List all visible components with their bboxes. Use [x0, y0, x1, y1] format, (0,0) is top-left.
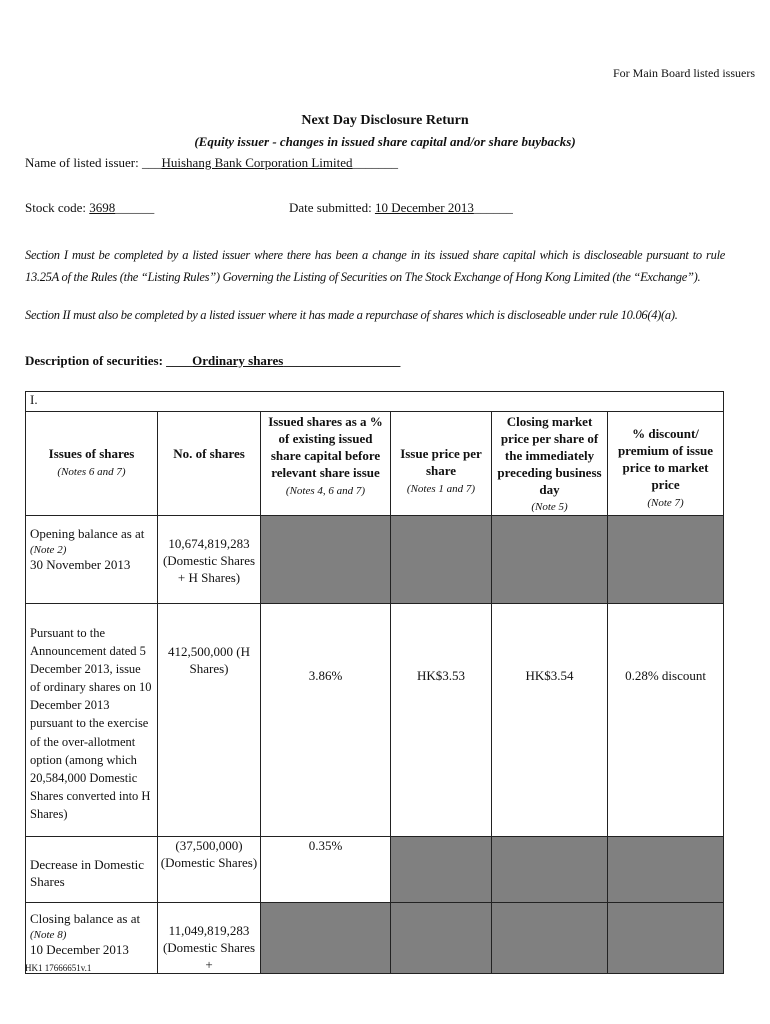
stock-code-suffix: ______ [115, 200, 155, 215]
table-row-issue [26, 603, 724, 836]
date-submitted-value: 10 December 2013 [374, 200, 474, 215]
decrease-percent-cell [261, 836, 391, 902]
col-header-percent-note: (Notes 4, 6 and 7) [285, 484, 366, 497]
opening-shaded-cell [492, 515, 608, 603]
issue-percent-cell [261, 603, 391, 836]
issue-description-cell [26, 603, 158, 836]
opening-note: (Note 2) [30, 543, 67, 556]
opening-date: 30 November 2013 [30, 556, 131, 572]
date-submitted-label: Date submitted: [289, 200, 372, 215]
board-note: For Main Board listed issuers [613, 66, 755, 80]
securities-value: Ordinary shares [192, 353, 284, 368]
share-capital-table [25, 391, 724, 974]
decrease-description-cell [26, 836, 158, 902]
closing-shaded-cell [391, 902, 492, 974]
col-header-issues-note: (Notes 6 and 7) [57, 465, 126, 478]
date-submitted-suffix: ______ [473, 200, 513, 215]
col-header-market-price-label: Closing market price per share of the immediately preceding business day [497, 414, 602, 497]
col-header-issue-price [391, 412, 492, 516]
stock-code-value: 3698 [89, 200, 116, 215]
col-header-issues [26, 412, 158, 516]
issuer-name-label: Name of listed issuer: [25, 155, 139, 170]
securities-suffix: __________________ [283, 353, 401, 368]
decrease-shaded-cell [391, 836, 492, 902]
section-row [26, 392, 724, 412]
col-header-discount [608, 412, 724, 516]
issue-shares: 412,500,000 (H Shares) [168, 643, 250, 676]
col-header-issue-price-note: (Notes 1 and 7) [406, 482, 476, 495]
closing-date: 10 December 2013 [30, 941, 129, 957]
closing-note: (Note 8) [30, 928, 67, 941]
market-price-cell [492, 603, 608, 836]
issuer-name-prefix: ___ [141, 155, 162, 170]
page-subtitle: (Equity issuer - changes in issued share capital and/or share buybacks) [194, 134, 576, 149]
opening-shares: 10,674,819,283 (Domestic Shares + H Shares) [162, 535, 256, 585]
issuer-name-value: Huishang Bank Corporation Limited [161, 155, 353, 170]
col-header-percent [261, 412, 391, 516]
table-row-decrease [26, 836, 724, 902]
col-header-market-price-note: (Note 5) [531, 501, 568, 514]
opening-label-cell [26, 515, 158, 603]
opening-shaded-cell [391, 515, 492, 603]
table-row-opening [26, 515, 724, 603]
col-header-percent-label: Issued shares as a % of existing issued share capital before relevant share issue [268, 414, 383, 480]
decrease-description: Decrease in Domestic Shares [30, 856, 145, 889]
closing-shaded-cell [492, 902, 608, 974]
opening-shares-cell [158, 515, 261, 603]
issue-price: HK$3.53 [416, 667, 466, 683]
col-header-discount-note: (Note 7) [647, 496, 684, 509]
closing-shaded-cell [608, 902, 724, 974]
decrease-shares-cell [158, 836, 261, 902]
issue-shares-cell [158, 603, 261, 836]
col-header-market-price [492, 412, 608, 516]
issuer-name-line [25, 155, 398, 171]
securities-label: Description of securities: [25, 353, 163, 368]
col-header-shares-label: No. of shares [173, 446, 245, 461]
discount-value: 0.28% discount [625, 667, 706, 683]
closing-title: Closing balance as at [30, 910, 141, 926]
issue-percent: 3.86% [308, 667, 343, 683]
securities-description-line [25, 353, 400, 369]
col-header-shares [158, 412, 261, 516]
decrease-percent: 0.35% [308, 837, 343, 853]
opening-title: Opening balance as at [30, 525, 145, 541]
closing-shaded-cell [261, 902, 391, 974]
opening-shaded-cell [261, 515, 391, 603]
section-i-instructions: Section I must be completed by a listed issuer where there has been a change in its issued share capital which is discloseable pursuant to rule 13.25A of the Rules (the “Listing Rules”) Governing the Listing of Securities on The Stock Exchange of Hong Kong Limited (the “Exchange”). [25, 248, 725, 284]
issue-description: Pursuant to the Announcement dated 5 December 2013, issue of ordinary shares on 10 December 2013 pursuant to the exercise of the over-allotment option (among which 20,584,000 Domestic Shares converted into H Shares) [30, 625, 152, 821]
page-title: Next Day Disclosure Return [301, 113, 469, 128]
issue-price-cell [391, 603, 492, 836]
col-header-issue-price-label: Issue price per share [400, 446, 482, 478]
decrease-shares: (37,500,000) (Domestic Shares) [160, 837, 258, 870]
decrease-shaded-cell [608, 836, 724, 902]
stock-code-line [25, 200, 154, 216]
closing-shares-cell [158, 902, 261, 974]
market-price: HK$3.54 [525, 667, 574, 683]
stock-code-label: Stock code: [25, 200, 87, 215]
table-row-closing [26, 902, 724, 974]
date-submitted-line [289, 200, 513, 216]
closing-shares: 11,049,819,283 (Domestic Shares + [162, 922, 256, 972]
discount-cell [608, 603, 724, 836]
opening-shaded-cell [608, 515, 724, 603]
document-code: HK1 17666651v.1 [25, 963, 92, 973]
decrease-shaded-cell [492, 836, 608, 902]
securities-prefix: ____ [166, 353, 193, 368]
section-label: I. [26, 392, 724, 412]
section-ii-instructions: Section II must also be completed by a listed issuer where it has made a repurchase of shares which is discloseable under rule 10.06(4)(a). [25, 308, 678, 322]
issuer-name-suffix: _______ [352, 155, 398, 170]
col-header-discount-label: % discount/ premium of issue price to market price [617, 426, 714, 492]
header-row [26, 412, 724, 516]
col-header-issues-label: Issues of shares [48, 446, 135, 461]
